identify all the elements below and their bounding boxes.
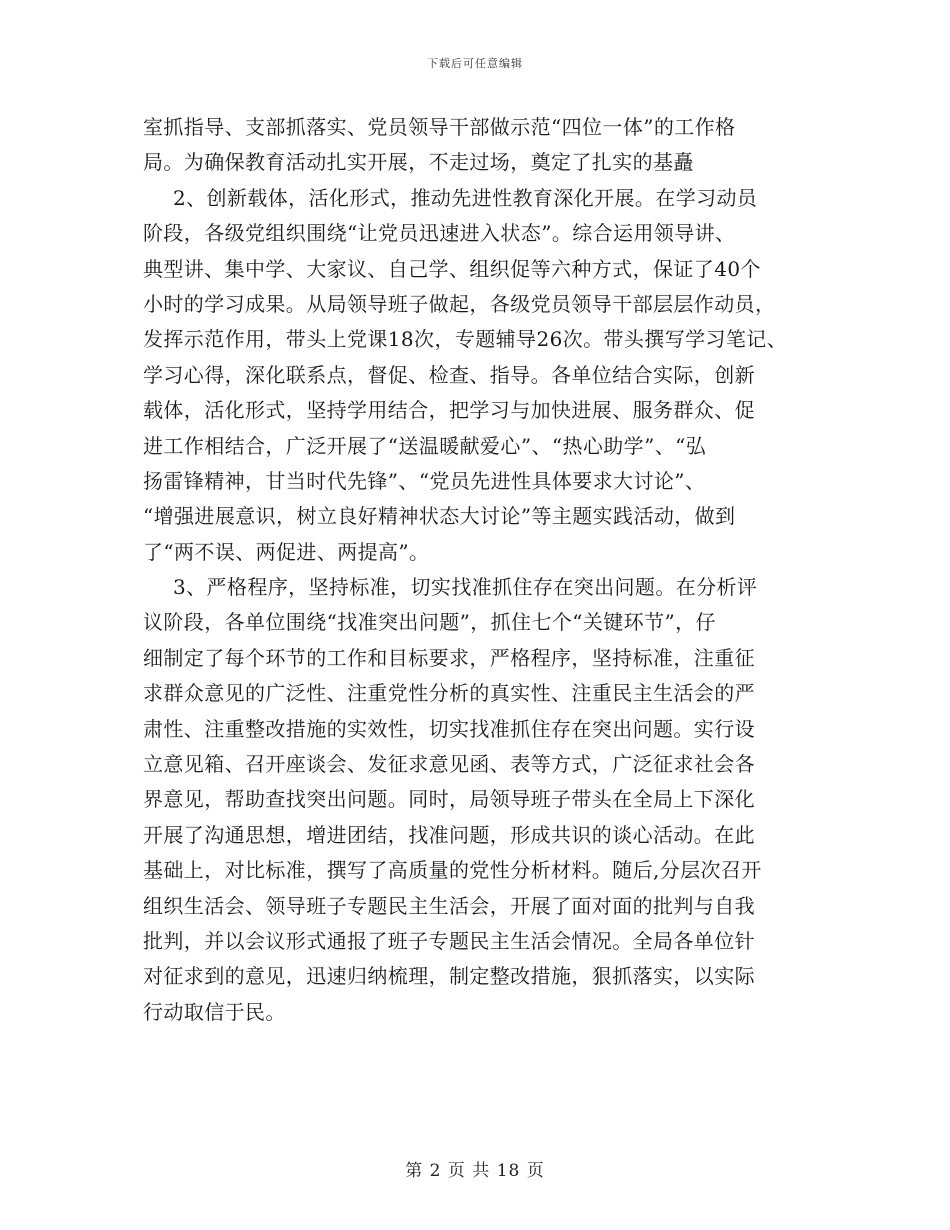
- body-line: 议阶段，各单位围绕“找准突出问题”，抓住七个“关键环节”，仔: [143, 610, 716, 635]
- body-line: 室抓指导、支部抓落实、党员领导干部做示范“四位一体”的工作格: [143, 115, 736, 139]
- paragraph-start-line: 2、创新载体，活化形式，推动先进性教育深化开展。在学习动员: [173, 185, 758, 210]
- body-line: 细制定了每个环节的工作和目标要求，严格程序，坚持标准，注重征: [143, 645, 755, 670]
- body-line: 阶段，各级党组织围绕“让党员迅速进入状态”。综合运用领导讲、: [143, 221, 736, 246]
- body-line: “增强进展意识，树立良好精神状态大讨论”等主题实践活动，做到: [143, 504, 736, 529]
- document-body: [143, 110, 803, 1030]
- body-line: 批判，并以会议形式通报了班子专题民主生活会情况。全局各单位针: [143, 928, 755, 953]
- body-line: 立意见箱、召开座谈会、发征求意见函、表等方式，广泛征求社会各: [143, 752, 755, 777]
- body-line: 局。为确保教育活动扎实开展，不走过场，奠定了扎实的基矗: [143, 150, 694, 175]
- body-line: 发挥示范作用，带头上党课18次，专题辅导26次。带头撰写学习笔记、: [143, 327, 788, 352]
- body-line: 开展了沟通思想，增进团结，找准问题，形成共识的谈心活动。在此: [143, 822, 755, 847]
- body-line: 载体，活化形式，坚持学用结合，把学习与加快进展、服务群众、促: [143, 398, 755, 423]
- body-line: 典型讲、集中学、大家议、自己学、组织促等六种方式，保证了40个: [143, 256, 761, 281]
- body-line: 界意见，帮助查找突出问题。同时，局领导班子带头在全局上下深化: [143, 787, 755, 812]
- body-line: 了“两不误、两促进、两提高”。: [143, 539, 430, 564]
- body-line: 进工作相结合，广泛开展了“送温暖献爱心”、“热心助学”、“弘: [143, 433, 707, 458]
- body-line: 对征求到的意见，迅速归纳梳理，制定整改措施，狠抓落实，以实际: [143, 964, 755, 989]
- body-line: 小时的学习成果。从局领导班子做起，各级党员领导干部层层作动员，: [143, 291, 776, 316]
- body-line: 行动取信于民。: [143, 999, 286, 1024]
- body-line: 基础上，对比标准，撰写了高质量的党性分析材料。随后,分层次召开: [143, 858, 762, 883]
- body-line: 组织生活会、领导班子专题民主生活会，开展了面对面的批判与自我: [143, 893, 755, 918]
- paragraph-start-line: 3、严格程序，坚持标准，切实找准抓住存在突出问题。在分析评: [173, 575, 758, 600]
- page-header: 下载后可任意编辑: [427, 57, 523, 70]
- body-line: 肃性、注重整改措施的实效性，切实找准抓住存在突出问题。实行设: [143, 716, 755, 741]
- body-line: 求群众意见的广泛性、注重党性分析的真实性、注重民主生活会的严: [143, 681, 755, 706]
- body-line: 学习心得，深化联系点，督促、检查、指导。各单位结合实际，创新: [143, 362, 755, 387]
- page-number-footer: 第 2 页 共 18 页: [405, 1161, 545, 1181]
- body-line: 扬雷锋精神，甘当时代先锋”、“党员先进性具体要求大讨论”、: [143, 468, 706, 493]
